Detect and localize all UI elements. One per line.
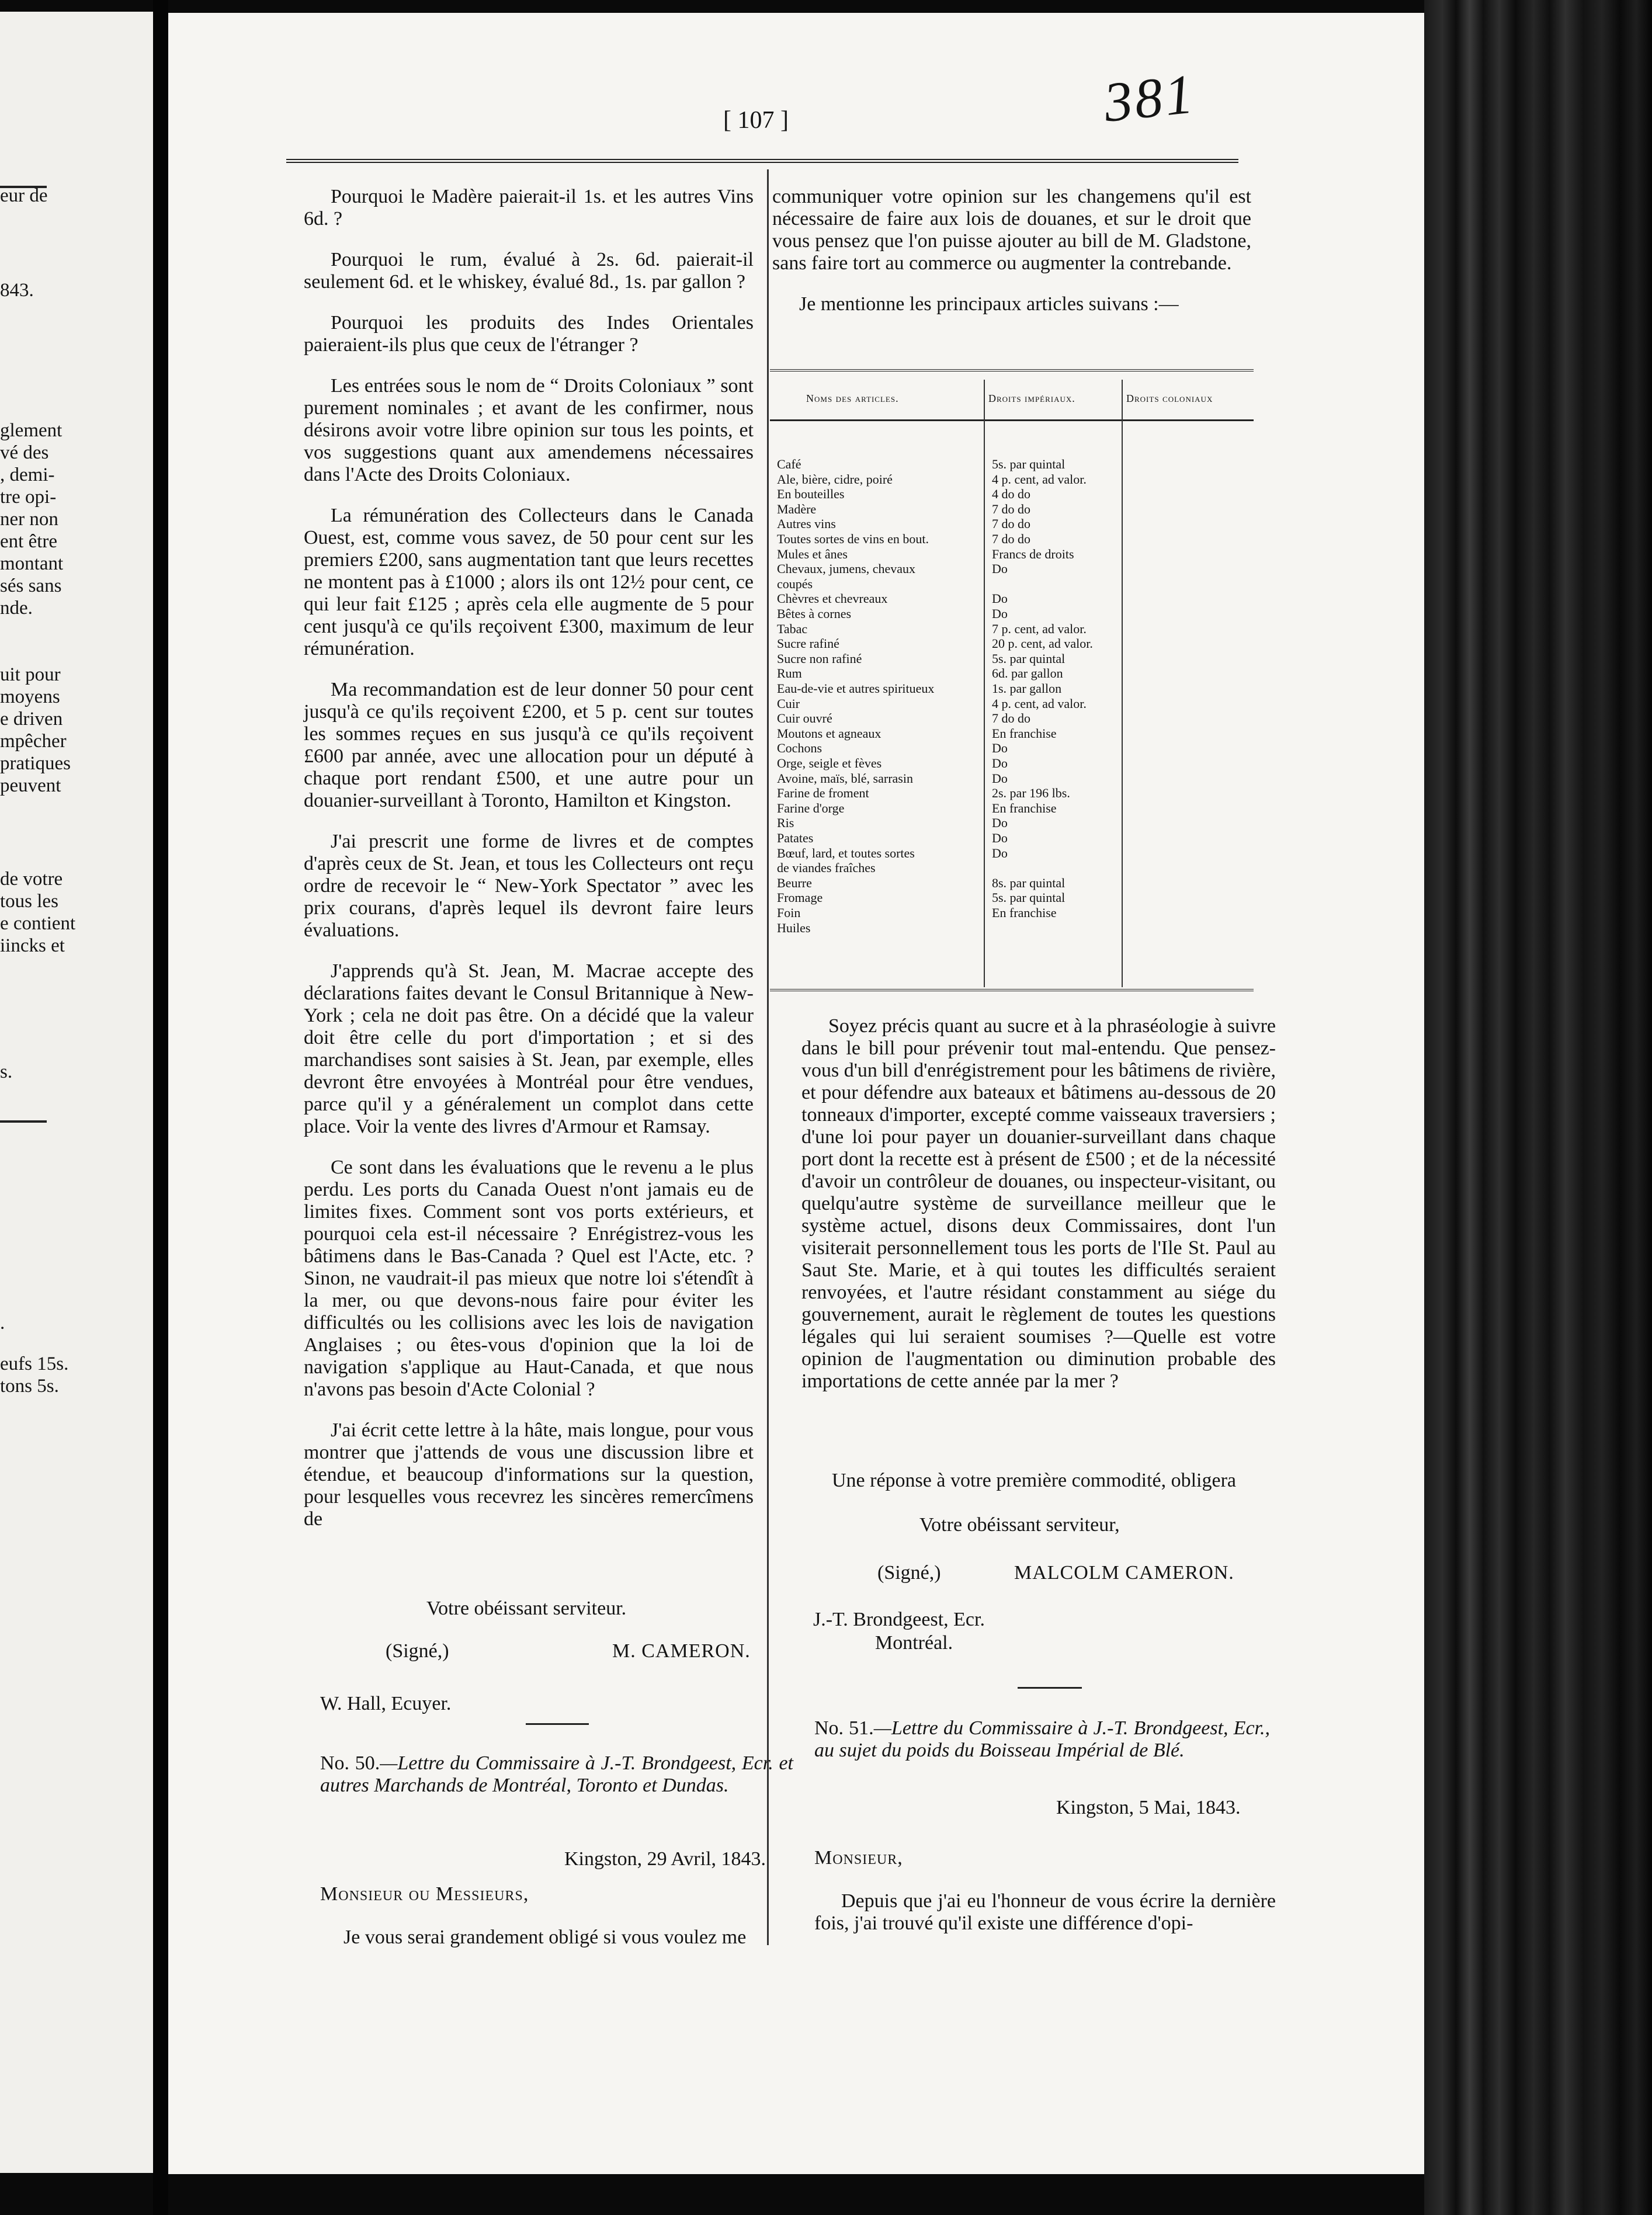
table-cell-imperial: 4 p. cent, ad valor. [992, 471, 1087, 487]
book-page-edges [1424, 0, 1652, 2215]
letter-51-title: —Lettre du Commissaire à J.-T. Brondgeest, Ecr., au sujet du poids du Boisseau Impérial de Blé. [814, 1717, 1271, 1761]
previous-page-line: tre opi- [0, 487, 57, 508]
book-gutter [153, 0, 168, 2215]
previous-page-line: pratiques [0, 753, 71, 774]
body-paragraph: Pourquoi le Madère paierait-il 1s. et les autres Vins 6d. ? [304, 186, 754, 230]
table-cell-imperial: Do [992, 741, 1008, 756]
previous-page-line: ner non [0, 509, 58, 530]
table-cell-imperial: Do [992, 815, 1008, 831]
table-cell-imperial: Do [992, 831, 1008, 845]
table-cell-imperial: Do [992, 770, 1008, 786]
letter-51-body [814, 1890, 1276, 1953]
section-rule [1018, 1687, 1082, 1689]
letter-50-number: No. 50. [320, 1752, 380, 1774]
signer-name: M. CAMERON. [612, 1640, 751, 1662]
table-cell-article: Fromage [777, 890, 823, 905]
table-cell-article: Bêtes à cornes [777, 606, 852, 621]
table-cell-imperial: 1s. par gallon [992, 681, 1062, 696]
table-cell-article: Farine de froment [777, 786, 869, 801]
salutation: Monsieur ou Messieurs, [320, 1883, 529, 1905]
letter-50-heading [320, 1752, 793, 1797]
previous-page-line: nde. [0, 598, 33, 619]
table-cell-article: Ris [777, 815, 794, 831]
previous-page-line: s. [0, 1061, 13, 1082]
previous-page-line: mpêcher [0, 731, 67, 752]
table-cell-article: Sucre rafiné [777, 636, 839, 651]
table-cell-article: Toutes sortes de vins en bout. [777, 532, 929, 546]
table-cell-article: Tabac [777, 621, 808, 636]
previous-page-edge [0, 12, 153, 2173]
table-cell-article: Chèvres et chevreaux [777, 591, 888, 606]
table-cell-article: Farine d'orge [777, 800, 845, 815]
addressee-name: J.-T. Brondgeest, Ecr. [813, 1609, 985, 1630]
table-cell-article: Cuir ouvré [777, 711, 832, 726]
previous-page-line: 843. [0, 280, 34, 301]
table-cell-article: Autres vins [777, 516, 836, 532]
table-cell-imperial: Do [992, 606, 1008, 621]
previous-page-line: tous les [0, 891, 58, 912]
table-cell-article: Patates [777, 831, 814, 845]
table-cell-imperial: 4 do do [992, 487, 1030, 502]
salutation: Monsieur, [814, 1847, 903, 1869]
previous-page-line: tons 5s. [0, 1376, 59, 1397]
previous-page-line: eur de [0, 185, 48, 206]
table-cell-imperial: 6d. par gallon [992, 666, 1063, 681]
letter-50-date: Kingston, 29 Avril, 1843. [564, 1848, 766, 1870]
table-cell-article: Moutons et agneaux [777, 725, 881, 741]
right-column-body [801, 1015, 1276, 1411]
table-cell-imperial: 7 p. cent, ad valor. [992, 621, 1087, 636]
left-column [304, 186, 754, 1549]
table-cell-article: coupés [777, 576, 813, 591]
previous-page-line: uit pour [0, 664, 61, 685]
closing: Votre obéissant serviteur, [919, 1514, 1120, 1536]
table-cell-imperial: 5s. par quintal [992, 457, 1066, 471]
table-cell-article: Foin [777, 905, 801, 920]
table-cell-imperial: 2s. par 196 lbs. [992, 786, 1070, 801]
previous-page-line: montant [0, 553, 64, 574]
closing: Votre obéissant serviteur. [426, 1598, 627, 1619]
previous-page-line: , demi- [0, 464, 55, 485]
column-divider [767, 169, 769, 1945]
letter-51-date: Kingston, 5 Mai, 1843. [1056, 1797, 1241, 1818]
table-cell-imperial: Do [992, 756, 1008, 770]
previous-page-line: vé des [0, 442, 49, 463]
table-header-article: Noms des articles. [806, 393, 899, 404]
table-top-rule [770, 369, 1254, 374]
intro-paragraph-2: Je mentionne les principaux articles suivans :— [799, 293, 1179, 315]
body-paragraph: Pourquoi le rum, évalué à 2s. 6d. paierait-il seulement 6d. et le whiskey, évalué 8d., 1s. par gallon ? [304, 249, 754, 293]
table-cell-imperial: Francs de droits [992, 546, 1074, 561]
section-rule [526, 1723, 589, 1725]
previous-page-line: e driven [0, 709, 63, 730]
table-cell-imperial: En franchise [992, 905, 1057, 920]
body-paragraph: Pourquoi les produits des Indes Orientales paieraient-ils plus que ceux de l'étranger ? [304, 312, 754, 356]
table-cell-article: Café [777, 457, 801, 471]
header-rule [286, 159, 1238, 166]
previous-page-line: peuvent [0, 775, 61, 796]
previous-page-line: iincks et [0, 935, 65, 956]
table-cell-imperial: En franchise [992, 725, 1057, 741]
table-cell-imperial: Do [992, 561, 1008, 577]
table-cell-imperial: 8s. par quintal [992, 875, 1066, 890]
table-cell-imperial: 5s. par quintal [992, 890, 1066, 905]
page-number: [ 107 ] [723, 107, 789, 134]
previous-page-line: glement [0, 420, 63, 441]
table-cell-imperial: 7 do do [992, 501, 1030, 516]
previous-page-rule [0, 1120, 47, 1123]
table-cell-article: Rum [777, 666, 802, 681]
previous-page-rule [0, 186, 47, 188]
table-column-line [1122, 380, 1123, 987]
previous-page-line: ent être [0, 531, 58, 552]
right-column-intro [772, 186, 1251, 334]
table-header-imperial: Droits impériaux. [988, 393, 1075, 404]
handwritten-folio: 381 [1101, 62, 1199, 134]
body-paragraph: J'ai écrit cette lettre à la hâte, mais longue, pour vous montrer que j'attends de vous une discussion libre et étendue, et beaucoup d'informations sur la question, pour lesquelles vous recevrez les sincères remercîmens de [304, 1419, 754, 1530]
letter-51-heading [814, 1717, 1270, 1762]
table-header-colonial: Droits coloniaux [1126, 393, 1213, 404]
table-bottom-rule [770, 989, 1254, 994]
table-cell-article: Avoine, maïs, blé, sarrasin [777, 770, 913, 786]
previous-page-line: de votre [0, 869, 63, 890]
body-paragraph: Soyez précis quant au sucre et à la phraséologie à suivre dans le bill pour prévenir tout mal-entendu. Que pensez-vous d'un bill d'enrégistrement pour les bâtimens de rivière, et pour défendre aux bateaux et bâtimens au-dessous de 20 tonneaux d'importer, excepté comme vaisseaux traversiers ; d'une loi pour payer un douanier-surveillant dans chaque port dont la recette est à présent de £500 ; et de la nécessité d'avoir un contrôleur de douanes, ou inspecteur-visitant, ou quelqu'autre système de surveillance meilleur que le système actuel, disons deux Commissaires, dont l'un visiterait personnellement tous les ports de l'Ile St. Paul au Saut Ste. Marie, et à qui toutes les difficultés seraient renvoyées, et l'autre résidant constamment au siége du gouvernement, aurait le règlement de toutes les questions légales qui lui seraient soumises ?—Quelle est votre opinion de l'augmentation ou diminution probable des importations de cette année par la mer ? [801, 1015, 1276, 1392]
table-cell-article: Cochons [777, 741, 822, 756]
reply-line: Une réponse à votre première commodité, obligera [832, 1470, 1237, 1491]
signed-label: (Signé,) [877, 1562, 941, 1584]
addressee: W. Hall, Ecuyer. [320, 1693, 452, 1714]
body-paragraph: Depuis que j'ai eu l'honneur de vous écrire la dernière fois, j'ai trouvé qu'il existe une différence d'opi- [814, 1890, 1276, 1934]
body-paragraph: J'ai prescrit une forme de livres et de comptes d'après ceux de St. Jean, et tous les Collecteurs ont reçu ordre de recevoir le “ New-York Spectator ” avec les prix courans, d'après lequel ils devront faire leurs évaluations. [304, 831, 754, 941]
table-column-line [984, 380, 985, 987]
table-cell-article: Orge, seigle et fèves [777, 756, 882, 770]
addressee-city: Montréal. [875, 1632, 953, 1654]
previous-page-line: sés sans [0, 575, 62, 596]
body-paragraph: La rémunération des Collecteurs dans le Canada Ouest, est, comme vous savez, de 50 pour cent sur les premiers £200, sans augmentation tant que leurs recettes ne montent pas à £1000 ; alors ils ont 12½ pour cent, ce qui leur fait £125 ; après cela elle augmente de 5 pour cent jusqu'à ce qu'ils reçoivent £300, maximum de leur rémunération. [304, 505, 754, 659]
table-cell-imperial: En franchise [992, 800, 1057, 815]
table-cell-article: Cuir [777, 696, 800, 711]
table-cell-imperial: 20 p. cent, ad valor. [992, 636, 1093, 651]
body-paragraph: J'apprends qu'à St. Jean, M. Macrae accepte des déclarations faites devant le Consul Britannique à New-York ; cela ne doit pas être. On a décidé que la valeur doit être celle du port d'importation ; et si des marchandises sont saisies à St. Jean, par exemple, elles devront être envoyées à Montréal pour être vendues, parce qu'il y a généralement un complot dans cette place. Voir la vente des livres d'Armour et Ramsay. [304, 960, 754, 1137]
table-cell-imperial: 7 do do [992, 516, 1030, 532]
table-cell-imperial: 4 p. cent, ad valor. [992, 696, 1087, 711]
signer-name: MALCOLM CAMERON. [1014, 1562, 1234, 1584]
letter-50-title: —Lettre du Commissaire à J.-T. Brondgeest, Ecr. et autres Marchands de Montréal, Toronto et Dundas. [320, 1752, 793, 1796]
previous-page-line: . [0, 1313, 5, 1334]
table-cell-article: Beurre [777, 875, 812, 890]
table-cell-article: Ale, bière, cidre, poiré [777, 471, 893, 487]
letter-51-number: No. 51. [814, 1717, 874, 1739]
table-cell-article: Sucre non rafiné [777, 651, 862, 666]
table-cell-imperial: Do [992, 845, 1008, 860]
table-cell-article: Madère [777, 501, 817, 516]
previous-page-line: eufs 15s. [0, 1353, 69, 1374]
body-paragraph: Ce sont dans les évaluations que le revenu a le plus perdu. Les ports du Canada Ouest n'ont jamais eu de limites fixes. Comment sont vos ports extérieurs, et pourquoi cela est-il nécessaire ? Enrégistrez-vous les bâtimens dans le Bas-Canada ? Quel est l'Acte, etc. ? Sinon, ne vaudrait-il pas mieux que notre loi s'étendît à la mer, ou que devons-nous faire pour éviter les difficultés ou les collisions avec les lois de navigation Anglaises ; ou êtes-vous d'opinion que la loi de navigation s'applique au Haut-Canada, et que nous n'avons pas besoin d'Acte Colonial ? [304, 1157, 754, 1400]
table-cell-article: En bouteilles [777, 487, 845, 502]
table-cell-imperial: 5s. par quintal [992, 651, 1066, 666]
previous-page-line: moyens [0, 686, 60, 707]
table-cell-imperial: 7 do do [992, 711, 1030, 726]
table-cell-article: Huiles [777, 920, 811, 935]
intro-paragraph: communiquer votre opinion sur les changemens qu'il est nécessaire de faire aux lois de douanes, et sur le droit que vous pensez que l'on puisse ajouter au bill de M. Gladstone, sans faire tort au commerce ou augmenter la contrebande. [772, 186, 1251, 274]
table-header-rule [770, 419, 1254, 421]
body-paragraph: Les entrées sous le nom de “ Droits Coloniaux ” sont purement nominales ; et avant de les confirmer, nous désirons avoir votre libre opinion sur tous les points, et vos suggestions quant aux amendemens nécessaires dans l'Acte des Droits Coloniaux. [304, 375, 754, 485]
table-cell-article: Chevaux, jumens, chevaux [777, 561, 916, 577]
table-cell-article: Mules et ânes [777, 546, 848, 561]
body-paragraph: Ma recommandation est de leur donner 50 pour cent jusqu'à ce qu'ils reçoivent £200, et 5 p. cent sur toutes les sommes reçues en sus jusqu'à ce qu'ils reçoivent £600 par année, avec une allocation pour un député à chaque port rendant £500, et une autre pour un douanier-surveillant à Toronto, Hamilton et Kingston. [304, 679, 754, 811]
table-cell-imperial: 7 do do [992, 532, 1030, 546]
table-cell-article: de viandes fraîches [777, 860, 876, 876]
previous-page-line: e contient [0, 913, 76, 934]
last-line: Je vous serai grandement obligé si vous voulez me [343, 1926, 747, 1948]
table-cell-article: Bœuf, lard, et toutes sortes [777, 845, 915, 860]
signed-label: (Signé,) [386, 1640, 449, 1662]
table-cell-article: Eau-de-vie et autres spiritueux [777, 681, 935, 696]
table-cell-imperial: Do [992, 591, 1008, 606]
